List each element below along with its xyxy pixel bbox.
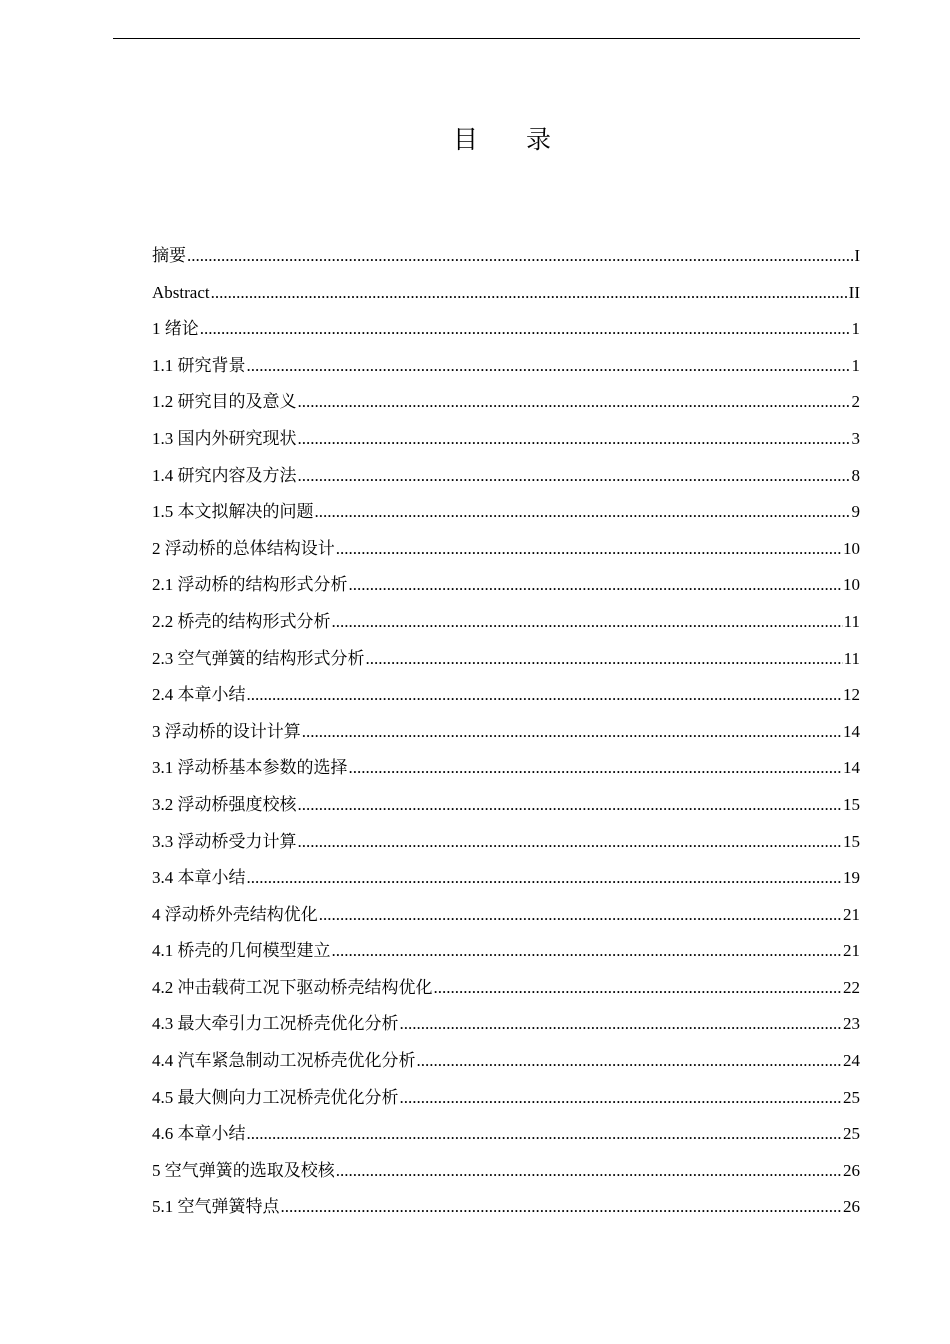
- toc-entry-page-number: 2: [851, 392, 860, 412]
- dot-leader: [417, 1043, 843, 1080]
- toc-entry[interactable]: [152, 275, 860, 312]
- toc-entry-page-number: I: [854, 246, 860, 265]
- toc-entry-page-number: 23: [843, 1014, 860, 1034]
- dot-leader: [247, 677, 843, 714]
- dot-leader: [349, 750, 843, 787]
- dot-leader: [400, 1006, 843, 1043]
- toc-entry[interactable]: [152, 458, 860, 495]
- toc-entry-label: 2 浮动桥的总体结构设计: [152, 538, 335, 558]
- toc-entry[interactable]: [152, 348, 860, 385]
- toc-entry[interactable]: [152, 604, 860, 641]
- toc-entry-label: 4.5 最大侧向力工况桥壳优化分析: [152, 1087, 399, 1107]
- toc-entry[interactable]: [152, 1043, 860, 1080]
- toc-entry[interactable]: [152, 787, 860, 824]
- toc-entry-label: 4.6 本章小结: [152, 1124, 246, 1144]
- dot-leader: [336, 1153, 842, 1190]
- toc-entry-label: 4.3 最大牵引力工况桥壳优化分析: [152, 1014, 399, 1034]
- dot-leader: [281, 1189, 843, 1226]
- dot-leader: [187, 238, 853, 275]
- dot-leader: [332, 604, 843, 641]
- toc-entry-page-number: 14: [843, 721, 860, 741]
- toc-entry-label: 4.2 冲击载荷工况下驱动桥壳结构优化: [152, 977, 433, 997]
- toc-entry-label: 1.3 国内外研究现状: [152, 428, 297, 448]
- dot-leader: [298, 824, 843, 861]
- toc-entry-label: 4.4 汽车紧急制动工况桥壳优化分析: [152, 1051, 416, 1071]
- toc-entry[interactable]: [152, 1189, 860, 1226]
- dot-leader: [247, 860, 843, 897]
- toc-entry[interactable]: [152, 750, 860, 787]
- dot-leader: [211, 275, 848, 312]
- dot-leader: [332, 933, 843, 970]
- toc-entry-label: 1.2 研究目的及意义: [152, 392, 297, 412]
- toc-entry-label: 2.3 空气弹簧的结构形式分析: [152, 648, 365, 668]
- toc-entry[interactable]: [152, 714, 860, 751]
- toc-entry-label: 3.4 本章小结: [152, 868, 246, 888]
- toc-entry-page-number: 26: [843, 1160, 860, 1180]
- table-of-contents: [152, 238, 860, 1226]
- toc-entry-label: 摘要: [152, 246, 186, 265]
- toc-entry[interactable]: [152, 567, 860, 604]
- toc-entry[interactable]: [152, 970, 860, 1007]
- toc-entry-label: 4.1 桥壳的几何模型建立: [152, 941, 331, 961]
- toc-entry[interactable]: [152, 1080, 860, 1117]
- toc-entry-label: 1.4 研究内容及方法: [152, 465, 297, 485]
- dot-leader: [349, 567, 843, 604]
- dot-leader: [247, 1116, 843, 1153]
- toc-entry-page-number: 25: [843, 1087, 860, 1107]
- dot-leader: [298, 458, 851, 495]
- toc-entry-label: 1.5 本文拟解决的问题: [152, 502, 314, 522]
- dot-leader: [400, 1080, 843, 1117]
- toc-entry[interactable]: [152, 384, 860, 421]
- toc-entry-label: 2.2 桥壳的结构形式分析: [152, 611, 331, 631]
- toc-entry-page-number: 12: [843, 685, 860, 705]
- toc-entry-page-number: 26: [843, 1197, 860, 1217]
- toc-entry-page-number: 19: [843, 868, 860, 888]
- toc-entry-page-number: 10: [843, 538, 860, 558]
- toc-entry[interactable]: [152, 1116, 860, 1153]
- toc-entry-page-number: 9: [851, 502, 860, 522]
- toc-entry[interactable]: [152, 860, 860, 897]
- toc-entry-label: 2.4 本章小结: [152, 685, 246, 705]
- toc-entry[interactable]: [152, 641, 860, 678]
- toc-entry-label: Abstract: [152, 282, 210, 302]
- toc-entry-page-number: 15: [843, 831, 860, 851]
- toc-entry[interactable]: [152, 494, 860, 531]
- toc-entry[interactable]: [152, 311, 860, 348]
- toc-entry-page-number: 11: [843, 648, 860, 668]
- toc-entry-page-number: 1: [851, 355, 860, 375]
- toc-entry[interactable]: [152, 1153, 860, 1190]
- toc-entry-label: 5.1 空气弹簧特点: [152, 1197, 280, 1217]
- toc-entry[interactable]: [152, 824, 860, 861]
- toc-entry-label: 3.1 浮动桥基本参数的选择: [152, 758, 348, 778]
- dot-leader: [366, 641, 843, 678]
- toc-entry-page-number: 3: [851, 428, 860, 448]
- toc-entry-label: 5 空气弹簧的选取及校核: [152, 1160, 335, 1180]
- dot-leader: [319, 897, 842, 934]
- toc-entry[interactable]: [152, 238, 860, 275]
- toc-entry-page-number: 14: [843, 758, 860, 778]
- toc-entry-page-number: 22: [843, 977, 860, 997]
- dot-leader: [247, 348, 851, 385]
- dot-leader: [298, 421, 851, 458]
- toc-entry-page-number: 10: [843, 575, 860, 595]
- toc-entry-label: 3.3 浮动桥受力计算: [152, 831, 297, 851]
- toc-entry-label: 3.2 浮动桥强度校核: [152, 794, 297, 814]
- toc-entry[interactable]: [152, 677, 860, 714]
- toc-entry-page-number: 21: [843, 941, 860, 961]
- toc-entry[interactable]: [152, 421, 860, 458]
- toc-entry-label: 1.1 研究背景: [152, 355, 246, 375]
- toc-title: 目 录: [453, 125, 571, 154]
- toc-entry-page-number: II: [848, 282, 860, 302]
- dot-leader: [434, 970, 843, 1007]
- toc-entry-label: 2.1 浮动桥的结构形式分析: [152, 575, 348, 595]
- toc-entry[interactable]: [152, 1006, 860, 1043]
- toc-entry[interactable]: [152, 933, 860, 970]
- toc-entry-page-number: 25: [843, 1124, 860, 1144]
- toc-entry-page-number: 21: [843, 904, 860, 924]
- toc-entry-label: 1 绪论: [152, 319, 199, 339]
- dot-leader: [336, 531, 842, 568]
- toc-entry-page-number: 15: [843, 794, 860, 814]
- dot-leader: [298, 787, 843, 824]
- toc-entry-page-number: 11: [843, 611, 860, 631]
- toc-entry-page-number: 8: [851, 465, 860, 485]
- toc-entry[interactable]: [152, 897, 860, 934]
- dot-leader: [298, 384, 851, 421]
- toc-entry-label: 3 浮动桥的设计计算: [152, 721, 301, 741]
- dot-leader: [302, 714, 842, 751]
- toc-entry-label: 4 浮动桥外壳结构优化: [152, 904, 318, 924]
- toc-entry[interactable]: [152, 531, 860, 568]
- toc-entry-page-number: 1: [851, 319, 860, 339]
- dot-leader: [200, 311, 851, 348]
- toc-entry-page-number: 24: [843, 1051, 860, 1071]
- dot-leader: [315, 494, 851, 531]
- header-rule: [113, 38, 860, 39]
